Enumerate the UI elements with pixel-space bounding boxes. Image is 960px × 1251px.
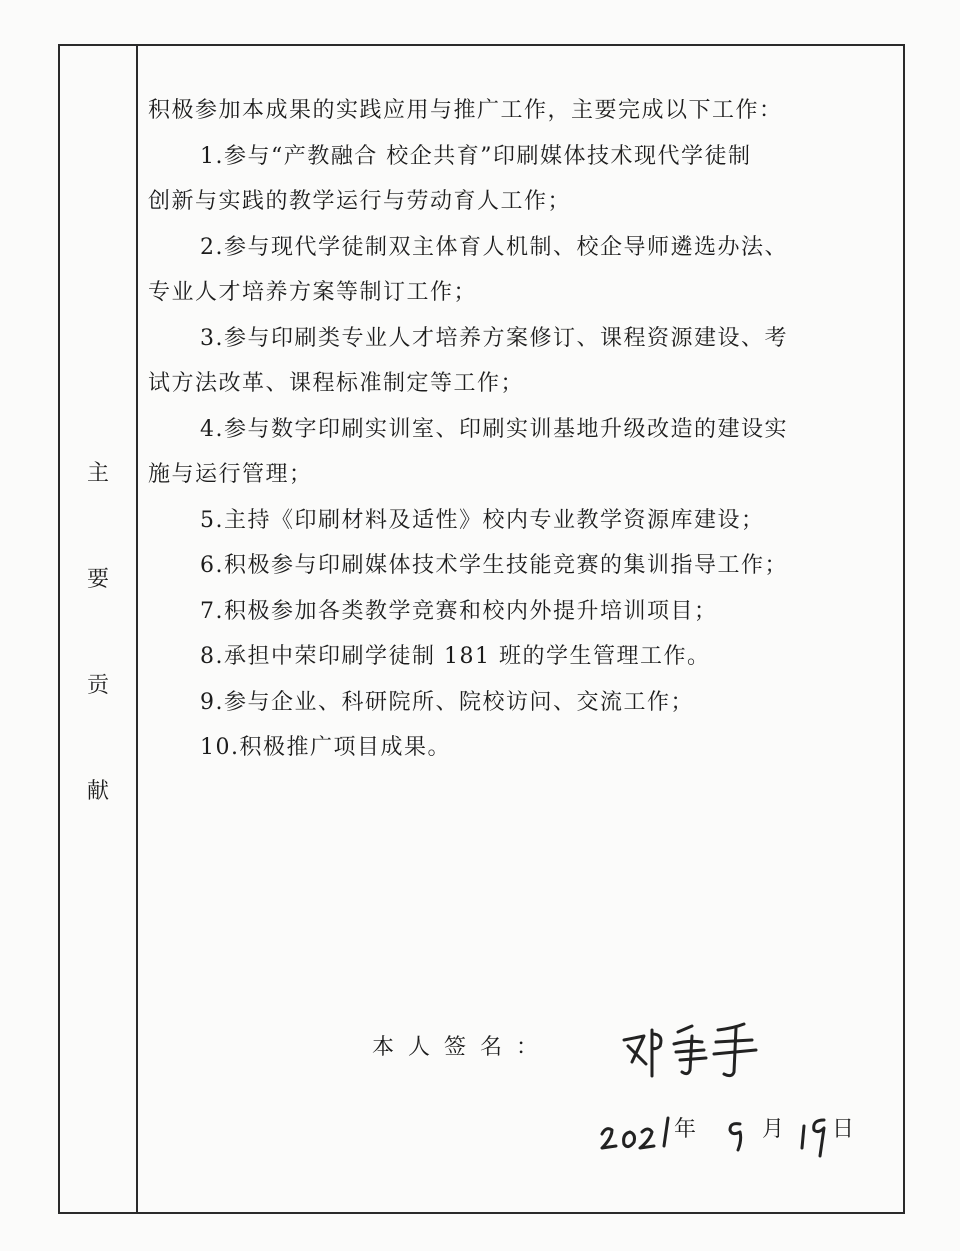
handwritten-signature [618, 1018, 768, 1078]
signature-date [590, 1100, 870, 1160]
date-month-unit: 月 [762, 1117, 785, 1142]
contribution-text [148, 88, 888, 771]
content-line: 8.承担中荣印刷学徒制 181 班的学生管理工作。 [200, 644, 711, 669]
content-line: 2.参与现代学徒制双主体育人机制、校企导师遴选办法、 [200, 234, 788, 260]
column-divider [136, 44, 138, 1214]
date-year-unit: 年 [674, 1117, 697, 1142]
side-label [60, 44, 136, 1214]
content-line: 10.积极推广项目成果。 [200, 735, 451, 760]
content-line: 1.参与“产教融合 校企共育”印刷媒体技术现代学徒制 [200, 143, 752, 169]
content-line: 4.参与数字印刷实训室、印刷实训基地升级改造的建设实 [200, 416, 788, 442]
content-line: 6.积极参与印刷媒体技术学生技能竞赛的集训指导工作； [200, 553, 788, 578]
content-line: 专业人才培养方案等制订工作； [148, 280, 478, 305]
side-label-char: 献 [86, 779, 109, 804]
signature-label: 本人签名： [372, 1035, 553, 1060]
content-line: 9.参与企业、科研院所、院校访问、交流工作； [200, 689, 694, 715]
side-label-char: 要 [86, 567, 109, 592]
content-line: 7.积极参加各类教学竞赛和校内外提升培训项目； [200, 598, 718, 624]
date-day-unit: 日 [832, 1117, 855, 1142]
side-label-char: 主 [86, 461, 109, 486]
content-line: 3.参与印刷类专业人才培养方案修订、课程资源建设、考 [200, 325, 788, 351]
signature-row [372, 1030, 552, 1061]
content-line: 5.主持《印刷材料及适性》校内专业教学资源库建设； [200, 507, 765, 533]
content-line: 施与运行管理； [148, 462, 313, 487]
content-line: 创新与实践的教学运行与劳动育人工作； [148, 189, 572, 214]
side-label-char: 贡 [86, 673, 109, 698]
content-line: 试方法改革、课程标准制定等工作； [148, 371, 525, 396]
content-line: 积极参加本成果的实践应用与推广工作，主要完成以下工作： [148, 98, 783, 123]
